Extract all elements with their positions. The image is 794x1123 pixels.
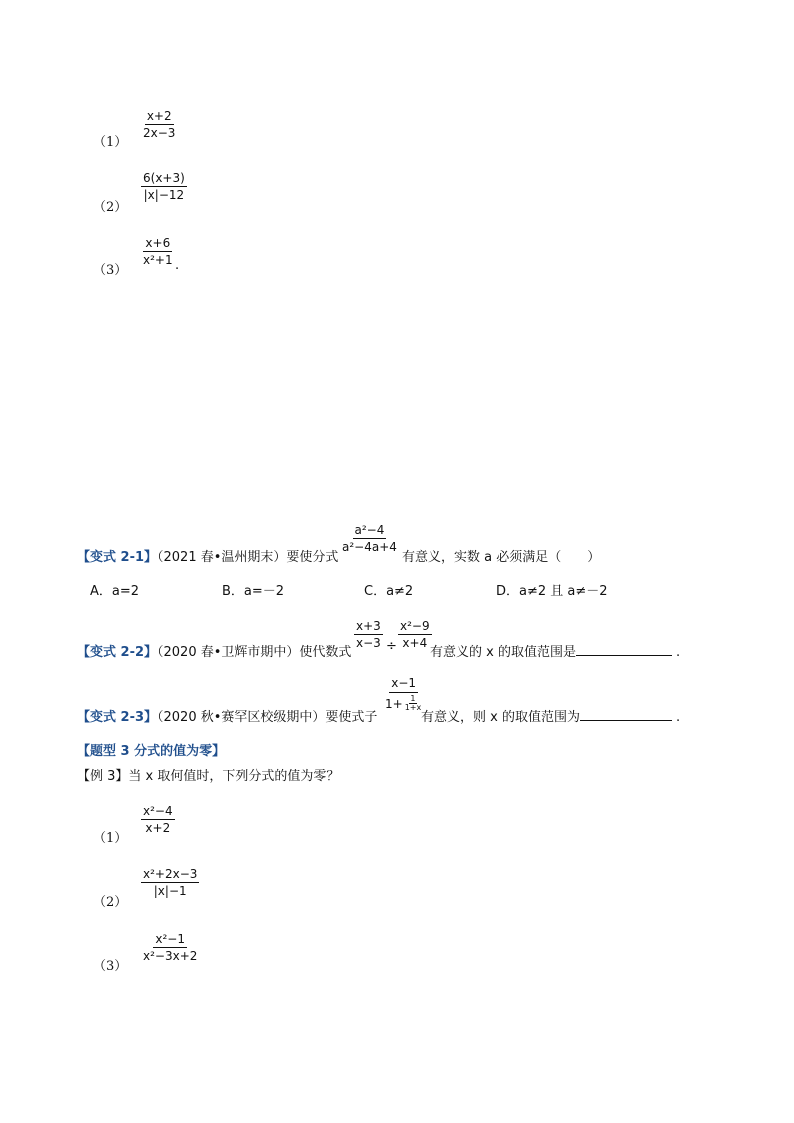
variant-2-2-text [77, 641, 351, 660]
inner-denominator: 1+x [404, 703, 422, 712]
numerator: x+3 [356, 619, 381, 633]
numerator: x²−9 [400, 619, 430, 633]
denominator: x−3 [356, 636, 381, 650]
numerator: x+2 [146, 109, 172, 123]
denominator: x²−3x+2 [143, 949, 198, 963]
item-label: （1） [93, 135, 128, 150]
numerator: a²−4 [354, 523, 385, 537]
answer-blank[interactable] [580, 708, 672, 721]
answer-blank[interactable] [576, 643, 672, 656]
variant-2-1-text [77, 546, 338, 565]
variant-after: 有意义，实数 a 必须满足（ ） [402, 550, 601, 565]
option-d: D．a≠2 且 a≠－2 [496, 584, 608, 599]
variant-after-text: 有意义，则 x 的取值范围为 [421, 710, 580, 725]
complex-fraction [383, 677, 424, 712]
item-label: （1） [93, 831, 128, 846]
variant-source: （2021 春•温州期末）要使分式 [157, 550, 339, 565]
denominator: x+2 [145, 821, 171, 835]
period: . [175, 258, 180, 273]
fraction [354, 620, 383, 649]
option-b: B．a=－2 [222, 584, 285, 599]
denominator-prefix: 1+ [385, 696, 403, 711]
variant-after [430, 641, 680, 660]
numerator: x²−4 [143, 804, 173, 818]
variant-tag: 【变式 2-2】 [77, 645, 158, 660]
section-title: 【题型 3 分式的值为零】 [77, 744, 226, 759]
option-a: A．a=2 [90, 584, 140, 599]
fraction [141, 172, 187, 201]
denominator: 2x−3 [143, 126, 176, 140]
denominator: x+4 [402, 636, 428, 650]
denominator: x²+1 [143, 253, 173, 267]
fraction [141, 110, 177, 139]
denominator: |x|−1 [153, 884, 187, 898]
period: . [675, 645, 681, 660]
fraction [141, 933, 199, 962]
numerator: x²−1 [155, 932, 185, 946]
denominator: a²−4a+4 [342, 540, 397, 554]
fraction [398, 620, 432, 649]
period: . [675, 710, 681, 725]
variant-tag: 【变式 2-1】 [77, 550, 158, 565]
fraction [141, 868, 199, 897]
variant-tag: 【变式 2-3】 [77, 710, 158, 725]
variant-2-3-text [77, 706, 377, 725]
fraction [141, 805, 175, 834]
numerator: x+6 [145, 236, 171, 250]
divide-sign: ÷ [386, 639, 397, 654]
inner-numerator: 1 [410, 694, 416, 703]
numerator: 6(x+3) [143, 171, 185, 185]
denominator [383, 693, 424, 712]
fraction [141, 237, 175, 266]
variant-source: （2020 春•卫辉市期中）使代数式 [157, 645, 352, 660]
variant-source: （2020 秋•赛罕区校级期中）要使式子 [157, 710, 378, 725]
fraction [340, 524, 399, 553]
item-label: （2） [93, 895, 128, 910]
numerator: x²+2x−3 [143, 867, 198, 881]
variant-after-text: 有意义的 x 的取值范围是 [430, 645, 576, 660]
variant-after [421, 706, 680, 725]
inner-fraction [404, 695, 423, 712]
option-c: C．a≠2 [364, 584, 414, 599]
item-label: （3） [93, 263, 128, 278]
item-label: （2） [93, 200, 128, 215]
example-prompt: 【例 3】当 x 取何值时，下列分式的值为零？ [77, 769, 340, 784]
numerator: x−1 [389, 677, 418, 693]
item-label: （3） [93, 959, 128, 974]
denominator: |x|−12 [143, 188, 185, 202]
